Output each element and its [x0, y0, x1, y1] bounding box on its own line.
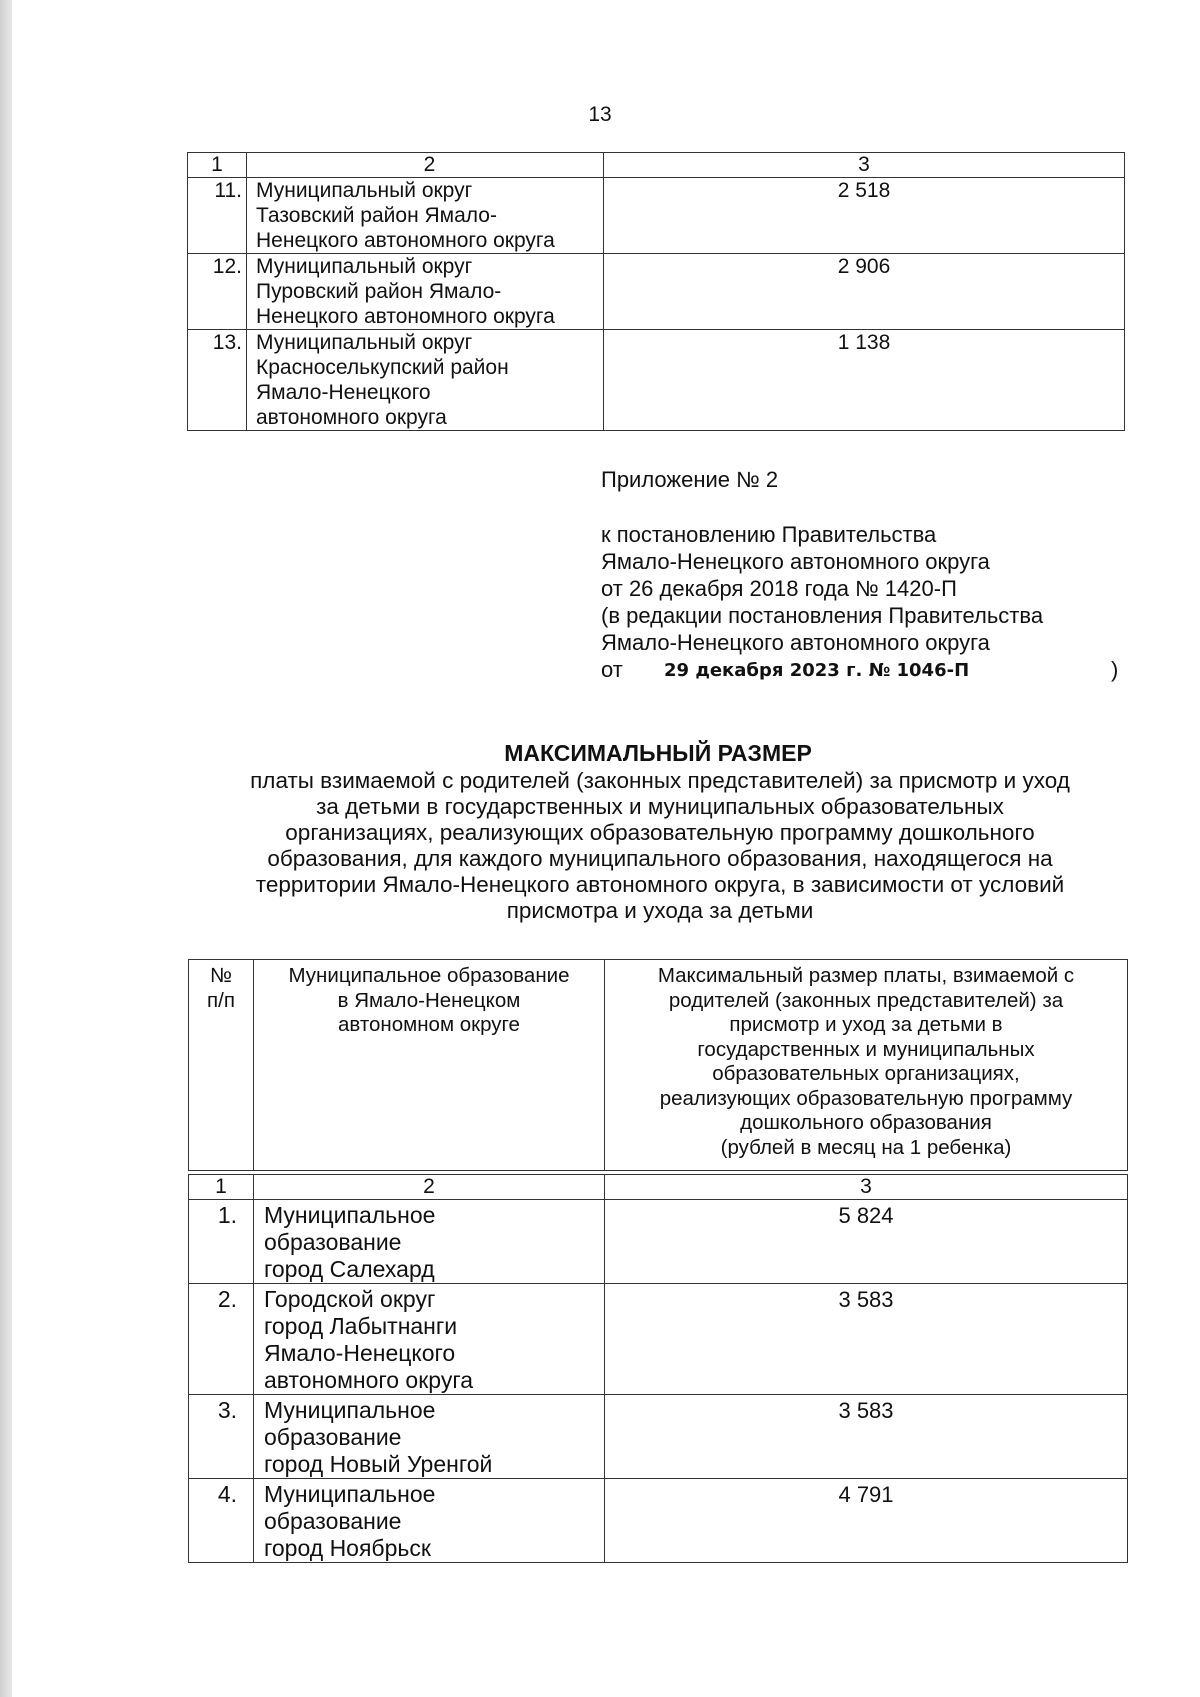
fee-value: 3 583	[605, 1284, 1128, 1395]
municipality-name	[247, 254, 604, 330]
date-prefix: от	[601, 657, 623, 682]
header-number-cell	[189, 960, 254, 1171]
table-row	[189, 1479, 1128, 1563]
header-line: п/п	[207, 988, 235, 1012]
header-cell: 3	[604, 153, 1125, 178]
continuation-table	[187, 152, 1125, 431]
fee-value: 1 138	[604, 330, 1125, 431]
fee-value: 4 791	[605, 1479, 1128, 1563]
name-line: Красноселькупский район	[256, 356, 509, 379]
row-number: 11.	[188, 178, 247, 254]
table-row	[189, 1200, 1128, 1284]
municipality-name	[254, 1395, 605, 1479]
appendix-line: от 26 декабря 2018 года № 1420-П	[601, 576, 957, 601]
amendment-date-row	[601, 656, 1141, 683]
table-header-row	[189, 960, 1128, 1171]
row-number: 1.	[189, 1200, 254, 1284]
header-line: №	[210, 964, 232, 987]
column-number: 2	[254, 1175, 605, 1200]
appendix-line: (в редакции постановления Правительства	[601, 603, 1044, 628]
municipality-name	[254, 1284, 605, 1395]
header-line: в Ямало-Ненецком	[337, 988, 521, 1012]
name-line: Муниципальное	[264, 1481, 436, 1507]
header-municipality-cell	[254, 960, 605, 1171]
municipality-name	[247, 178, 604, 254]
subtitle-line: присмотра и ухода за детьми	[506, 898, 814, 923]
row-number: 12.	[188, 254, 247, 330]
name-line: Муниципальный округ	[256, 331, 473, 354]
header-line: государственных и муниципальных	[697, 1037, 1035, 1061]
table-row	[188, 254, 1125, 330]
subtitle-line: организациях, реализующих образовательную программу дошкольного	[285, 820, 1035, 845]
header-line: присмотр и уход за детьми в	[729, 1013, 1003, 1036]
table-row	[189, 1284, 1128, 1395]
amendment-date: 29 декабря 2023 г. № 1046-П	[664, 660, 970, 681]
document-subtitle	[190, 768, 1130, 924]
fee-value: 2 518	[604, 178, 1125, 254]
fee-value: 5 824	[605, 1200, 1128, 1284]
name-line: Муниципальный округ	[256, 179, 473, 202]
name-line: Ненецкого автономного округа	[256, 229, 555, 252]
name-line: город Салехард	[264, 1256, 435, 1282]
name-line: автономного округа	[264, 1367, 473, 1393]
table-row	[188, 178, 1125, 254]
header-line: Максимальный размер платы, взимаемой с	[657, 964, 1075, 987]
row-number: 13.	[188, 330, 247, 431]
row-number: 2.	[189, 1284, 254, 1395]
viewer-background	[0, 0, 12, 1697]
header-cell: 1	[188, 153, 247, 178]
header-line: образовательных организациях,	[712, 1062, 1020, 1085]
name-line: Тазовский район Ямало-	[256, 204, 497, 227]
name-line: город Новый Уренгой	[264, 1451, 493, 1477]
header-line: Муниципальное образование	[288, 964, 570, 987]
header-fee-cell	[605, 960, 1128, 1171]
name-line: город Лабытнанги	[264, 1313, 458, 1339]
subtitle-line: платы взимаемой с родителей (законных представителей) за присмотр и уход	[250, 768, 1070, 793]
fee-value: 2 906	[604, 254, 1125, 330]
page-number: 13	[588, 103, 612, 126]
row-number: 3.	[189, 1395, 254, 1479]
appendix-reference	[601, 521, 1141, 683]
table-row	[188, 330, 1125, 431]
name-line: Муниципальное	[264, 1202, 436, 1228]
table-row	[189, 1395, 1128, 1479]
date-suffix: )	[1111, 657, 1119, 682]
municipality-name	[254, 1200, 605, 1284]
appendix-line: Ямало-Ненецкого автономного округа	[601, 549, 990, 574]
name-line: Муниципальный округ	[256, 255, 473, 278]
municipality-name	[247, 330, 604, 431]
name-line: автономного округа	[256, 406, 447, 429]
appendix-title: Приложение № 2	[601, 467, 779, 492]
subtitle-line: образования, для каждого муниципального образования, находящегося на	[267, 846, 1053, 871]
name-line: образование	[264, 1424, 402, 1450]
header-line: реализующих образовательную программу	[659, 1086, 1073, 1110]
name-line: город Ноябрьск	[264, 1535, 431, 1561]
subtitle-line: за детьми в государственных и муниципальных образовательных	[316, 794, 1004, 819]
fee-table	[188, 959, 1128, 1563]
name-line: Пуровский район Ямало-	[256, 280, 502, 303]
row-number: 4.	[189, 1479, 254, 1563]
name-line: образование	[264, 1508, 402, 1534]
subtitle-line: территории Ямало-Ненецкого автономного округа, в зависимости от условий	[255, 872, 1065, 897]
name-line: Ямало-Ненецкого	[264, 1340, 456, 1366]
header-line: родителей (законных представителей) за	[668, 988, 1064, 1012]
name-line: образование	[264, 1229, 402, 1255]
header-line: дошкольного образования	[740, 1111, 992, 1134]
appendix-line: к постановлению Правительства	[601, 522, 937, 547]
column-number: 3	[605, 1175, 1128, 1200]
name-line: Городской округ	[264, 1286, 436, 1312]
name-line: Ненецкого автономного округа	[256, 305, 555, 328]
header-line: автономном округе	[338, 1013, 520, 1036]
fee-value: 3 583	[605, 1395, 1128, 1479]
column-number: 1	[189, 1175, 254, 1200]
table-header-row	[188, 153, 1125, 178]
municipality-name	[254, 1479, 605, 1563]
header-line: (рублей в месяц на 1 ребенка)	[720, 1135, 1012, 1159]
appendix-line: Ямало-Ненецкого автономного округа	[601, 630, 990, 655]
document-title: МАКСИМАЛЬНЫЙ РАЗМЕР	[504, 740, 812, 766]
name-line: Ямало-Ненецкого	[256, 381, 431, 404]
header-cell: 2	[247, 153, 604, 178]
column-number-row	[189, 1175, 1128, 1200]
name-line: Муниципальное	[264, 1397, 436, 1423]
